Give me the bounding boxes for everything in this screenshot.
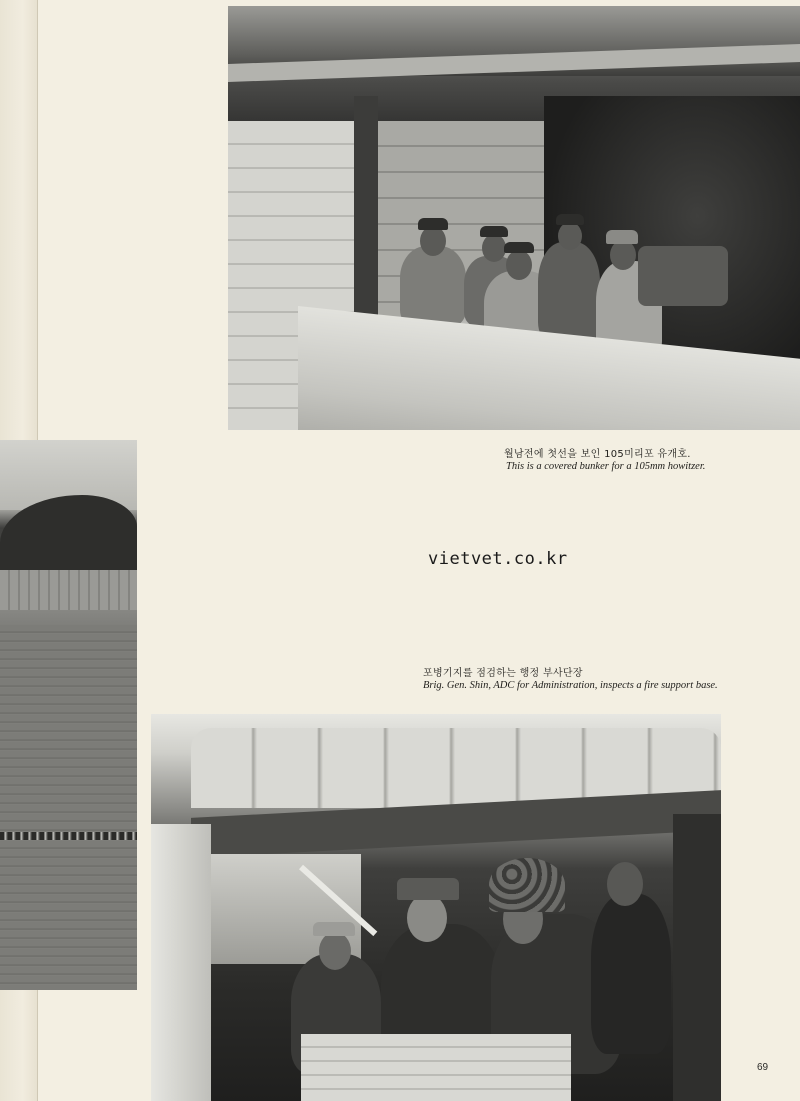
soldier-figure bbox=[591, 894, 671, 1054]
bunker-post-right bbox=[673, 814, 721, 1101]
wooden-crate bbox=[301, 1034, 571, 1101]
harbor-rope bbox=[0, 832, 137, 840]
bunker-counter-clip bbox=[228, 6, 800, 430]
officer-cap bbox=[313, 922, 355, 936]
top-caption-korean: 월남전에 첫선을 보인 105미리포 유개호. bbox=[504, 449, 691, 460]
page-number: 69 bbox=[757, 1062, 769, 1073]
officer-head bbox=[319, 932, 351, 970]
photo-fire-support-base bbox=[151, 714, 721, 1101]
bottom-caption-korean: 포병기지를 점검하는 행정 부사단장 bbox=[423, 668, 583, 679]
bottom-caption-english: Brig. Gen. Shin, ADC for Administration, inspects a fire support base. bbox=[423, 680, 718, 691]
top-caption-english: This is a covered bunker for a 105mm howitzer. bbox=[506, 461, 706, 472]
camouflage-helmet bbox=[489, 858, 565, 912]
wooden-counter bbox=[298, 306, 800, 430]
harbor-water bbox=[0, 625, 137, 990]
photo-partial-harbor bbox=[0, 440, 137, 990]
site-watermark: vietvet.co.kr bbox=[428, 549, 568, 569]
soldier-head bbox=[607, 862, 643, 906]
bunker-post-left bbox=[151, 824, 211, 1101]
officer-cap bbox=[397, 878, 459, 900]
harbor-buildings bbox=[0, 570, 137, 610]
officer-head bbox=[407, 894, 447, 942]
